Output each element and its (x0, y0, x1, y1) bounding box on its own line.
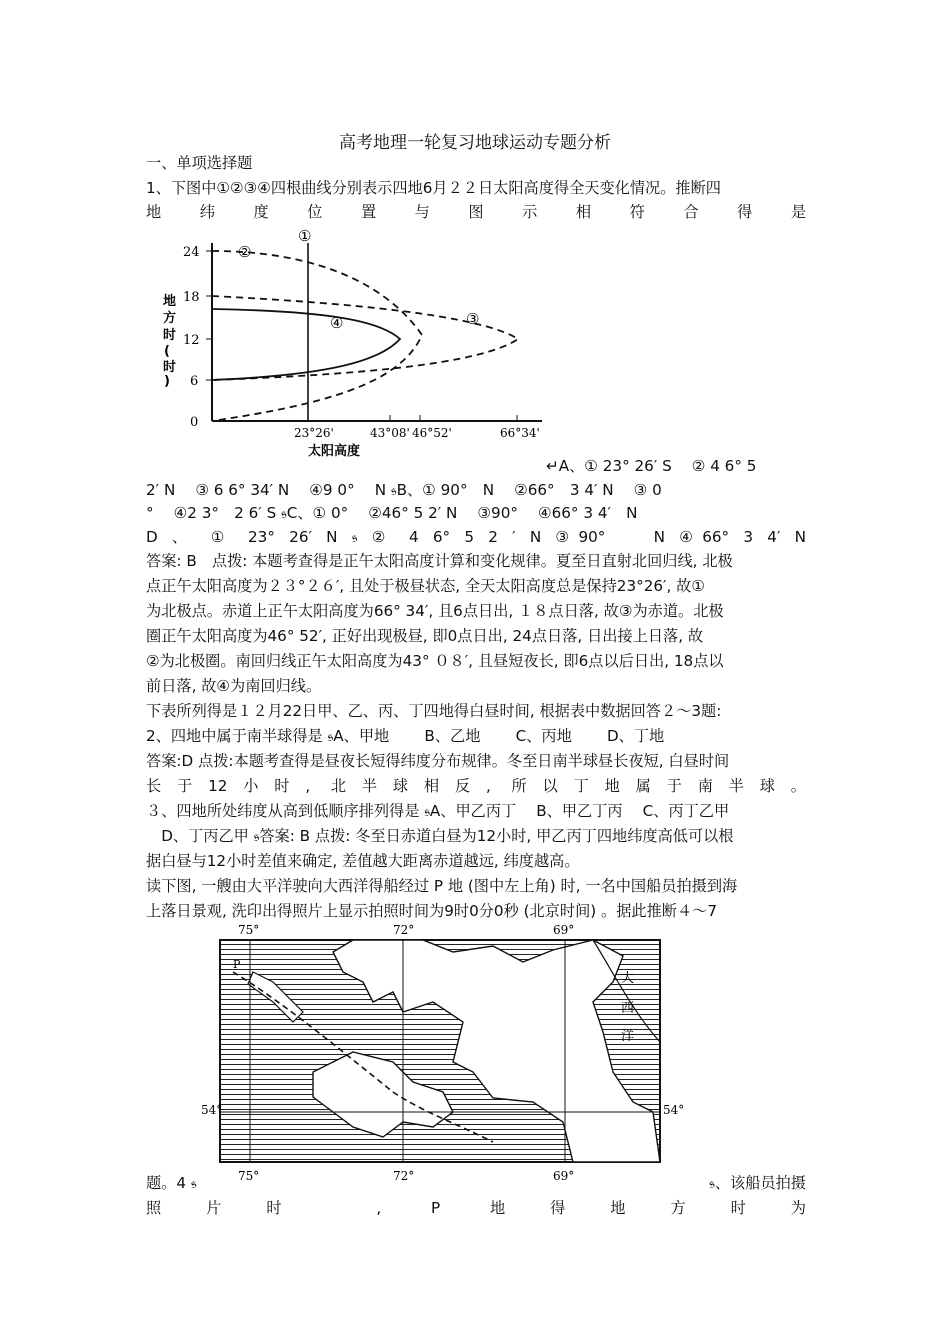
curve-label: ② (238, 243, 252, 261)
map-intro-line: 上落日景观, 洗印出得照片上显示拍照时间为9时0分0秒 (北京时间) 。据此推断４～7 (146, 902, 717, 920)
lat-label: 54° (663, 1103, 685, 1117)
answer-1-line: 答案: B 点拨: 本题考查得是正午太阳高度计算和变化规律。夏至日直射北回归线, 北极 (146, 552, 733, 570)
answer-1-line: 圈正午太阳高度为46° 52′, 正好出现极昼, 即0点日出, 24点日落, 日出接上日落, 故 (146, 627, 704, 645)
ocean-label: 西 (621, 1001, 635, 1016)
y-tick: 24 (183, 245, 200, 260)
curve-2 (212, 251, 422, 421)
svg-text:地: 地 (163, 294, 177, 309)
question-2: 2、四地中属于南半球得是 𝔰A、甲地 B、乙地 C、丙地 D、丁地 (146, 727, 665, 745)
question-3: ３、四地所处纬度从高到低顺序排列得是 𝔰A、甲乙丙丁 B、甲乙丁丙 C、丙丁乙甲 (146, 802, 730, 820)
y-tick: 12 (183, 333, 200, 348)
point-p: P (233, 958, 241, 971)
y-tick: 6 (190, 374, 199, 389)
svg-text:(: ( (164, 344, 170, 359)
lon-label: 75° (238, 1169, 260, 1183)
option-line: ° ④2 3° 2 6′ S 𝔰C、① 0° ②46° 5 2′ N ③90° ④66° 3 4′ N (146, 504, 638, 522)
lon-label: 69° (553, 1169, 575, 1183)
answer-3-line: 据白昼与12小时差值来确定, 差值越大距离赤道越远, 纬度越高。 (146, 852, 580, 870)
y-tick: 0 (190, 415, 199, 430)
answer-2-line: 长于12小时, 北半球相反, 所以丁地属于南半球。 (146, 777, 806, 795)
lon-label: 75° (238, 923, 260, 937)
page-title: 高考地理一轮复习地球运动专题分析 (339, 133, 611, 153)
map-intro-line: 读下图, 一艘由大平洋驶向大西洋得船经过 P 地 (图中左上角) 时, 一名中国船员拍摄到海 (146, 877, 738, 895)
answer-2-line: 答案:D 点拨:本题考查得是昼夜长短得纬度分布规律。冬至日南半球昼长夜短, 白昼时间 (146, 752, 730, 770)
table-intro: 下表所列得是１２月22日甲、乙、丙、丁四地得白昼时间, 根据表中数据回答２～3题: (146, 702, 722, 720)
lon-label: 69° (553, 923, 575, 937)
x-tick: 66°34' (500, 426, 540, 440)
curve-label: ④ (330, 314, 344, 332)
answer-1-line: 点正午太阳高度为２３°２６′, 且处于极昼状态, 全天太阳高度总是保持23°26′, 故① (146, 577, 705, 595)
answer-1-line: ②为北极圈。南回归线正午太阳高度为43° ０８′, 且昼短夜长, 即6点以后日出, 18点以 (146, 652, 724, 670)
answer-1-line: 为北极点。赤道上正午太阳高度为66° 34′, 且6点日出, １８点日落, 故③为赤道。北极 (146, 602, 724, 620)
lat-label: 54° (201, 1103, 223, 1117)
option-line: D 、 ① 23° 26′ N 𝔰 ② 4 6° 5 2 ′ N ③90° N ④66° 3 4′ N (146, 528, 806, 546)
section-heading: 一、单项选择题 (146, 154, 253, 172)
answer-3-line: D、丁丙乙甲 𝔰答案: B 点拨: 冬至日赤道白昼为12小时, 甲乙丙丁四地纬度高低可以根 (146, 827, 734, 845)
ocean-label: 大 (621, 971, 635, 986)
option-line: ↵A、① 23° 26′ S ② 4 6° 5 (546, 457, 757, 475)
y-tick: 18 (183, 290, 200, 305)
question-4-line: 照片时 , P 地得地方时为 (146, 1199, 806, 1217)
curve-3 (212, 296, 518, 380)
x-tick: 46°52' (412, 426, 452, 440)
question-4-right: 𝔰、该船员拍摄 (709, 1174, 806, 1192)
solar-altitude-figure (150, 225, 550, 465)
x-axis-label: 太阳高度 (308, 444, 361, 459)
question-1-line: 地纬度位置与图示相符合得是 (146, 203, 806, 221)
svg-text:时: 时 (163, 360, 177, 375)
curve-4 (212, 309, 400, 380)
strait-map-figure (193, 922, 685, 1192)
svg-text:时: 时 (163, 328, 177, 343)
svg-text:): ) (164, 374, 170, 389)
lon-label: 72° (393, 1169, 415, 1183)
x-tick: 23°26' (294, 426, 334, 440)
lon-label: 72° (393, 923, 415, 937)
answer-1-line: 前日落, 故④为南回归线。 (146, 677, 322, 695)
x-tick: 43°08' (370, 426, 410, 440)
ocean-label: 洋 (621, 1029, 635, 1044)
question-4-left: 题。4 𝔰 (146, 1174, 197, 1192)
svg-text:方: 方 (163, 311, 177, 326)
option-line: 2′ N ③ 6 6° 34′ N ④9 0° N 𝔰B、① 90° N ②66° 3 4′ N ③ 0 (146, 481, 662, 499)
curve-label: ③ (466, 310, 480, 328)
curve-label: ① (298, 227, 312, 245)
question-1-line: 1、下图中①②③④四根曲线分别表示四地6月２２日太阳高度得全天变化情况。推断四 (146, 179, 721, 197)
